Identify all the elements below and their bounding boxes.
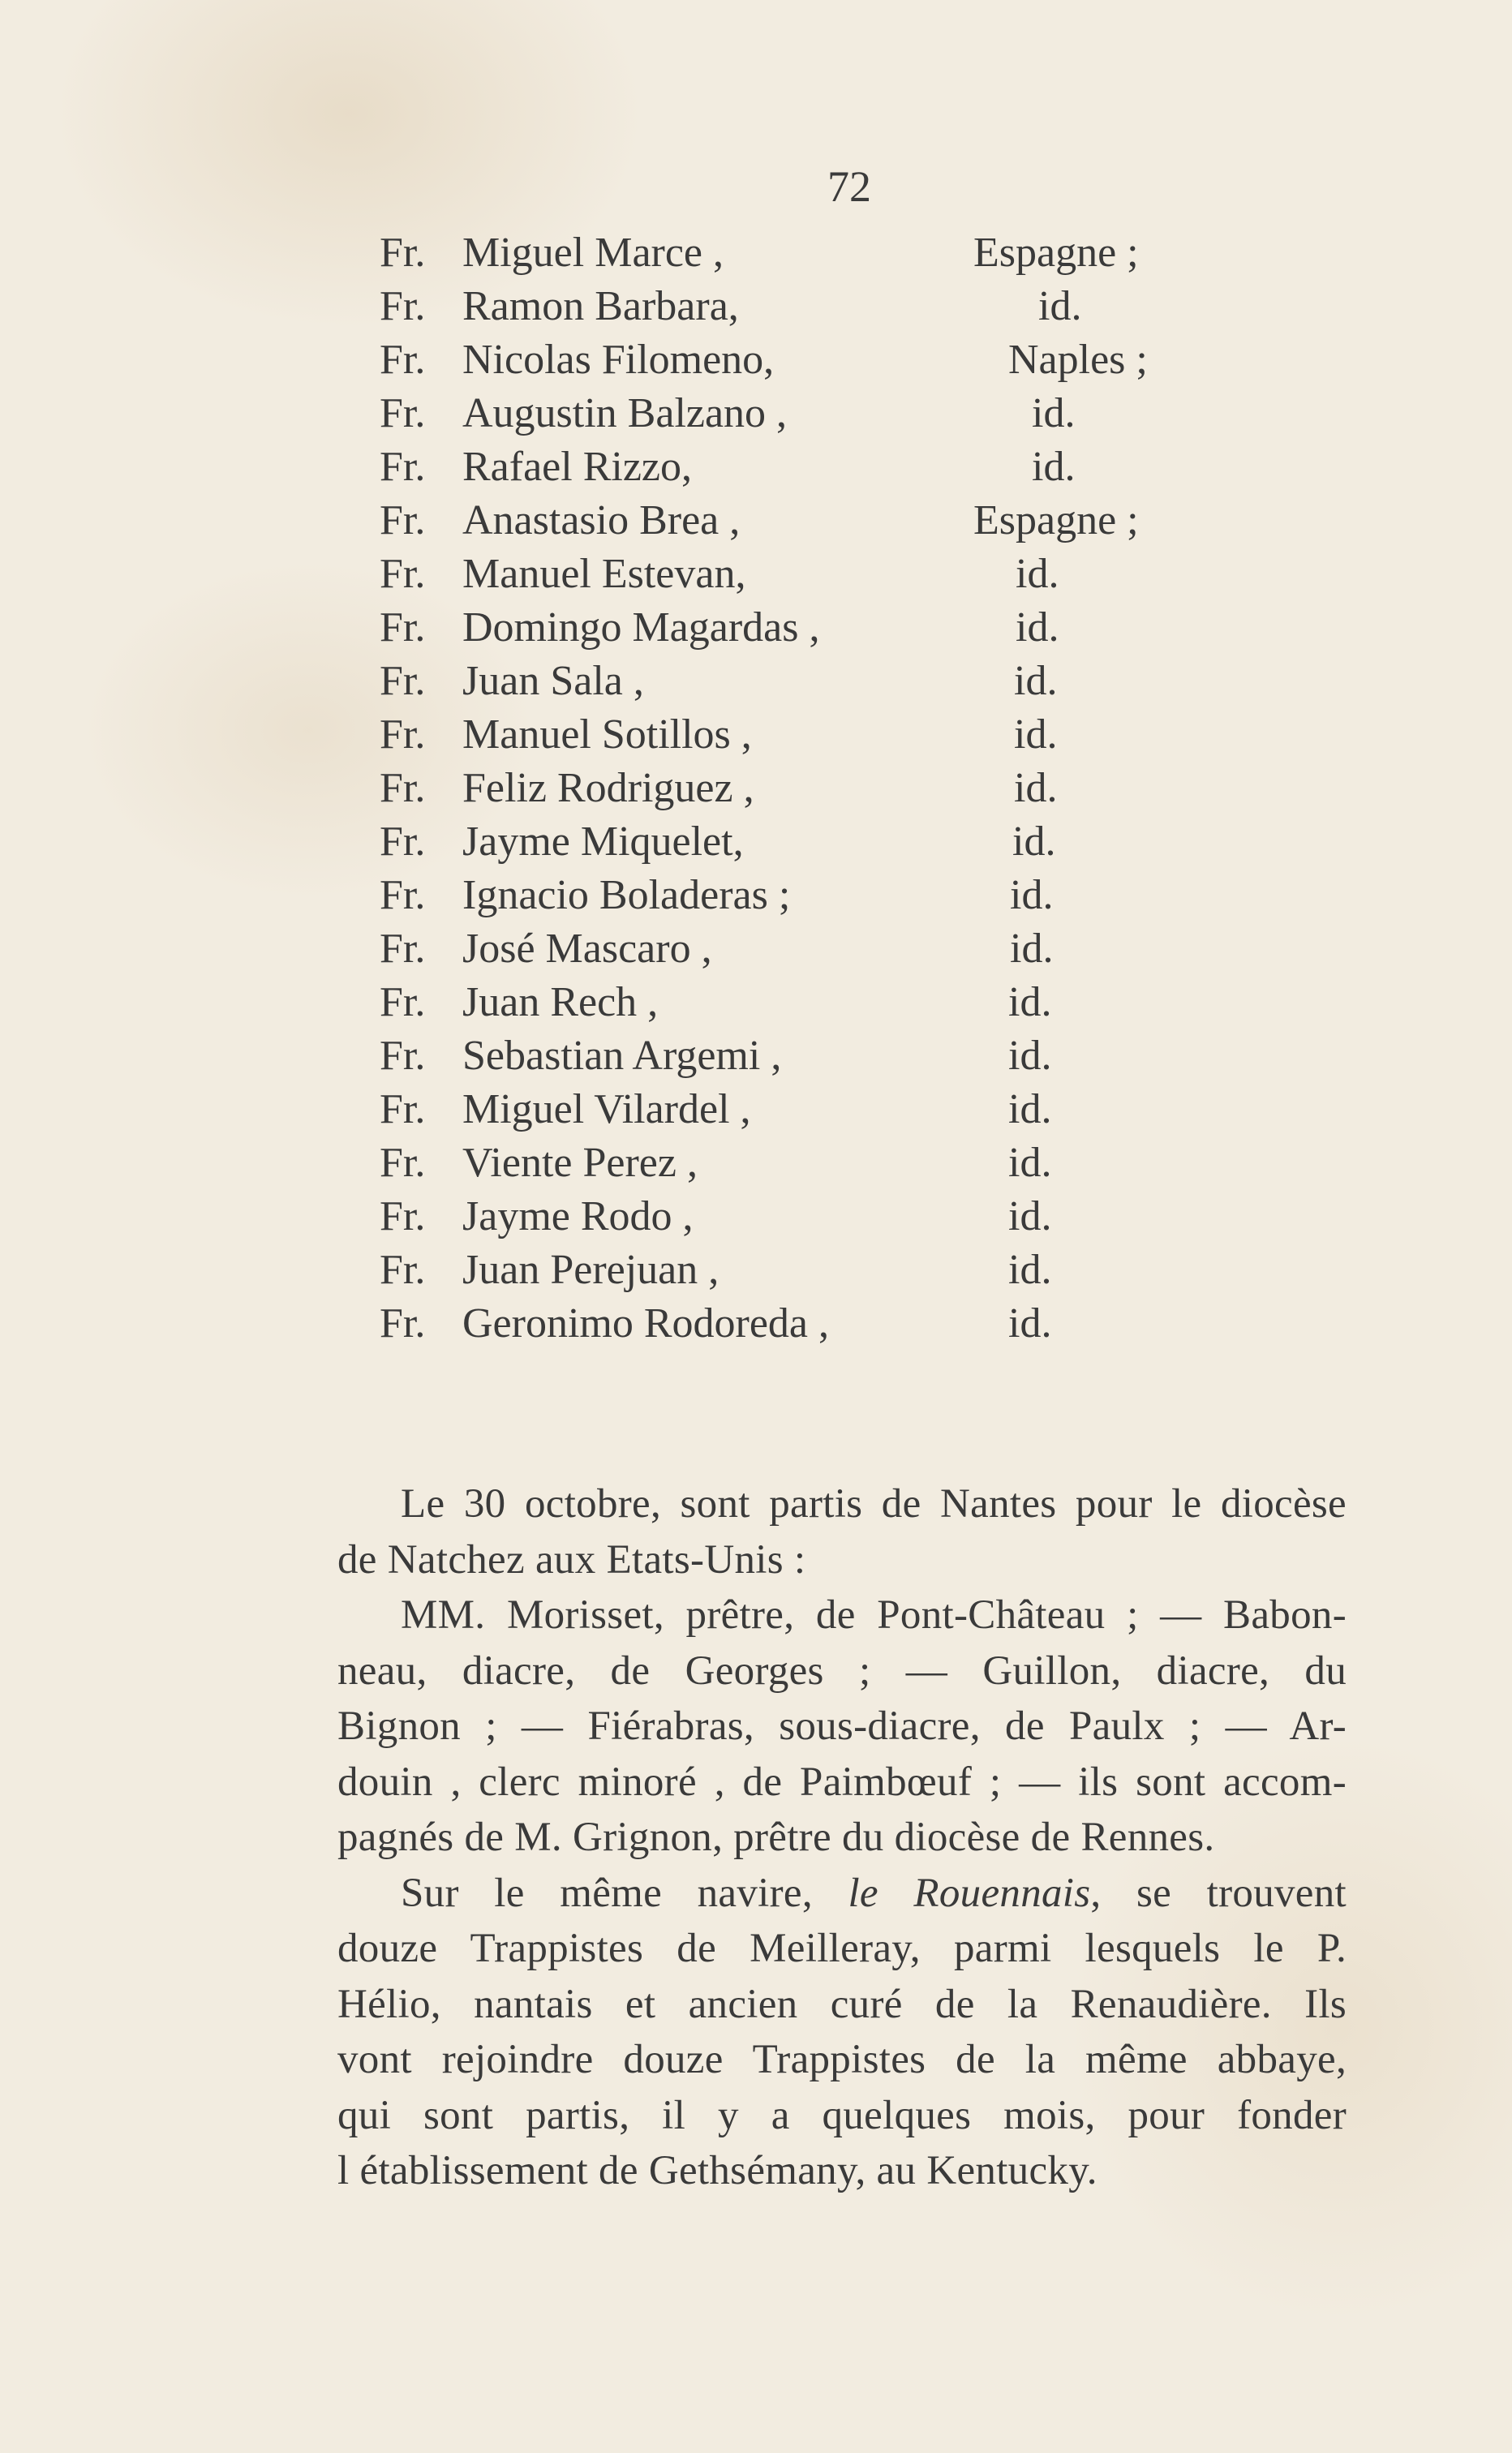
- entry-name: Miguel Marce ,: [462, 230, 724, 276]
- entry-name: Sebastian Argemi ,: [462, 1033, 782, 1079]
- entry-place: id.: [1008, 1033, 1052, 1079]
- entry-place: id.: [1032, 444, 1076, 490]
- entry-title: Fr.: [380, 1086, 426, 1132]
- entry-name: Juan Sala ,: [462, 658, 644, 704]
- list-entry: [0, 815, 1512, 869]
- entry-name: Ramon Barbara,: [462, 283, 739, 329]
- entry-place: id.: [1014, 765, 1058, 811]
- list-entry: [0, 440, 1512, 494]
- entry-title: Fr.: [380, 979, 426, 1025]
- ship-name: le Rouennais: [848, 1870, 1091, 1916]
- entry-place: Espagne ;: [973, 230, 1139, 276]
- list-entry: [0, 1083, 1512, 1136]
- list-entry: [0, 1297, 1512, 1351]
- text-line: pagnés de M. Grignon, prêtre du diocèse de Rennes.: [337, 1815, 1215, 1860]
- entry-name: Domingo Magardas ,: [462, 604, 820, 651]
- entry-name: Juan Rech ,: [462, 979, 659, 1025]
- entry-place: id.: [1008, 1193, 1052, 1239]
- text-line: MM. Morisset, prêtre, de Pont-Château ; — Babon-: [401, 1592, 1347, 1638]
- entry-title: Fr.: [380, 872, 426, 918]
- text-line: [337, 1866, 1347, 1922]
- entry-title: Fr.: [380, 1193, 426, 1239]
- list-entry: [0, 762, 1512, 815]
- entry-title: Fr.: [380, 444, 426, 490]
- entry-place: id.: [1012, 818, 1056, 865]
- entry-place: id.: [1008, 1140, 1052, 1186]
- entry-title: Fr.: [380, 283, 426, 329]
- list-entry: [0, 976, 1512, 1029]
- text-line: douin , clerc minoré , de Paimbœuf ; — ils sont accom-: [337, 1759, 1347, 1805]
- list-entry: [0, 387, 1512, 440]
- entry-name: Jayme Rodo ,: [462, 1193, 694, 1239]
- entry-title: Fr.: [380, 604, 426, 651]
- entry-place: id.: [1008, 1086, 1052, 1132]
- list-entry: [0, 922, 1512, 976]
- entry-title: Fr.: [380, 711, 426, 758]
- list-entry: [0, 1136, 1512, 1190]
- paragraph-clergy: [337, 1587, 1347, 1866]
- entry-place: Naples ;: [1008, 337, 1148, 383]
- entry-title: Fr.: [380, 926, 426, 972]
- entry-title: Fr.: [380, 390, 426, 436]
- entry-title: Fr.: [380, 1247, 426, 1293]
- entry-place: id.: [1016, 551, 1059, 597]
- entry-name: Miguel Vilardel ,: [462, 1086, 751, 1132]
- entry-name: Geronimo Rodoreda ,: [462, 1300, 830, 1347]
- text-segment: Sur le même navire,: [401, 1870, 813, 1916]
- list-entry: [0, 708, 1512, 762]
- entry-place: id.: [1008, 1247, 1052, 1293]
- text-segment: , se trouvent: [1090, 1870, 1347, 1916]
- entry-name: Manuel Sotillos ,: [462, 711, 752, 758]
- paragraph-departure: [337, 1476, 1347, 1587]
- entry-name: Jayme Miquelet,: [462, 818, 744, 865]
- list-entry: [0, 1244, 1512, 1297]
- list-entry: [0, 333, 1512, 387]
- list-entry: [0, 1029, 1512, 1083]
- entry-title: Fr.: [380, 497, 426, 543]
- entry-name: Anastasio Brea ,: [462, 497, 741, 543]
- entry-place: id.: [1008, 979, 1052, 1025]
- entry-title: Fr.: [380, 551, 426, 597]
- entry-name: Viente Perez ,: [462, 1140, 698, 1186]
- entry-title: Fr.: [380, 1300, 426, 1347]
- text-line: Hélio, nantais et ancien curé de la Renaudière. Ils: [337, 1981, 1347, 2027]
- entry-name: Nicolas Filomeno,: [462, 337, 775, 383]
- text-line: l établissement de Gethsémany, au Kentucky.: [337, 2148, 1097, 2193]
- entry-name: Feliz Rodriguez ,: [462, 765, 754, 811]
- text-line: douze Trappistes de Meilleray, parmi lesquels le P.: [337, 1926, 1347, 1971]
- page-number: 72: [827, 162, 871, 211]
- entry-name: Augustin Balzano ,: [462, 390, 788, 436]
- text-line: de Natchez aux Etats-Unis :: [337, 1536, 806, 1583]
- entry-place: id.: [1038, 283, 1082, 329]
- text-line: qui sont partis, il y a quelques mois, pour fonder: [337, 2092, 1347, 2138]
- entry-place: id.: [1014, 711, 1058, 758]
- list-entry: [0, 226, 1512, 280]
- text-line: vont rejoindre douze Trappistes de la même abbaye,: [337, 2037, 1347, 2082]
- list-entry: [0, 601, 1512, 655]
- entry-place: id.: [1010, 926, 1054, 972]
- entry-name: Juan Perejuan ,: [462, 1247, 719, 1293]
- entry-name: Rafael Rizzo,: [462, 444, 692, 490]
- entry-place: id.: [1010, 872, 1054, 918]
- entry-place: Espagne ;: [973, 497, 1139, 543]
- text-line: Bignon ; — Fiérabras, sous-diacre, de Paulx ; — Ar-: [337, 1703, 1347, 1749]
- entry-place: id.: [1032, 390, 1076, 436]
- text-line: neau, diacre, de Georges ; — Guillon, diacre, du: [337, 1648, 1347, 1694]
- entry-name: Manuel Estevan,: [462, 551, 746, 597]
- entry-place: id.: [1014, 658, 1058, 704]
- entry-title: Fr.: [380, 230, 426, 276]
- entry-place: id.: [1016, 604, 1059, 651]
- list-entry: [0, 869, 1512, 922]
- entry-title: Fr.: [380, 765, 426, 811]
- entry-title: Fr.: [380, 1140, 426, 1186]
- body-text: [337, 1476, 1347, 2199]
- list-entry: [0, 1190, 1512, 1244]
- entry-name: Ignacio Boladeras ;: [462, 872, 791, 918]
- entry-name: José Mascaro ,: [462, 926, 712, 972]
- entry-title: Fr.: [380, 1033, 426, 1079]
- entry-title: Fr.: [380, 818, 426, 865]
- text-line: Le 30 octobre, sont partis de Nantes pour le diocèse: [401, 1481, 1347, 1527]
- list-entry: [0, 655, 1512, 708]
- paragraph-trappists: [337, 1866, 1347, 2199]
- list-entry: [0, 548, 1512, 601]
- entry-place: id.: [1008, 1300, 1052, 1347]
- list-entry: [0, 280, 1512, 333]
- entry-title: Fr.: [380, 658, 426, 704]
- entry-title: Fr.: [380, 337, 426, 383]
- list-entry: [0, 494, 1512, 548]
